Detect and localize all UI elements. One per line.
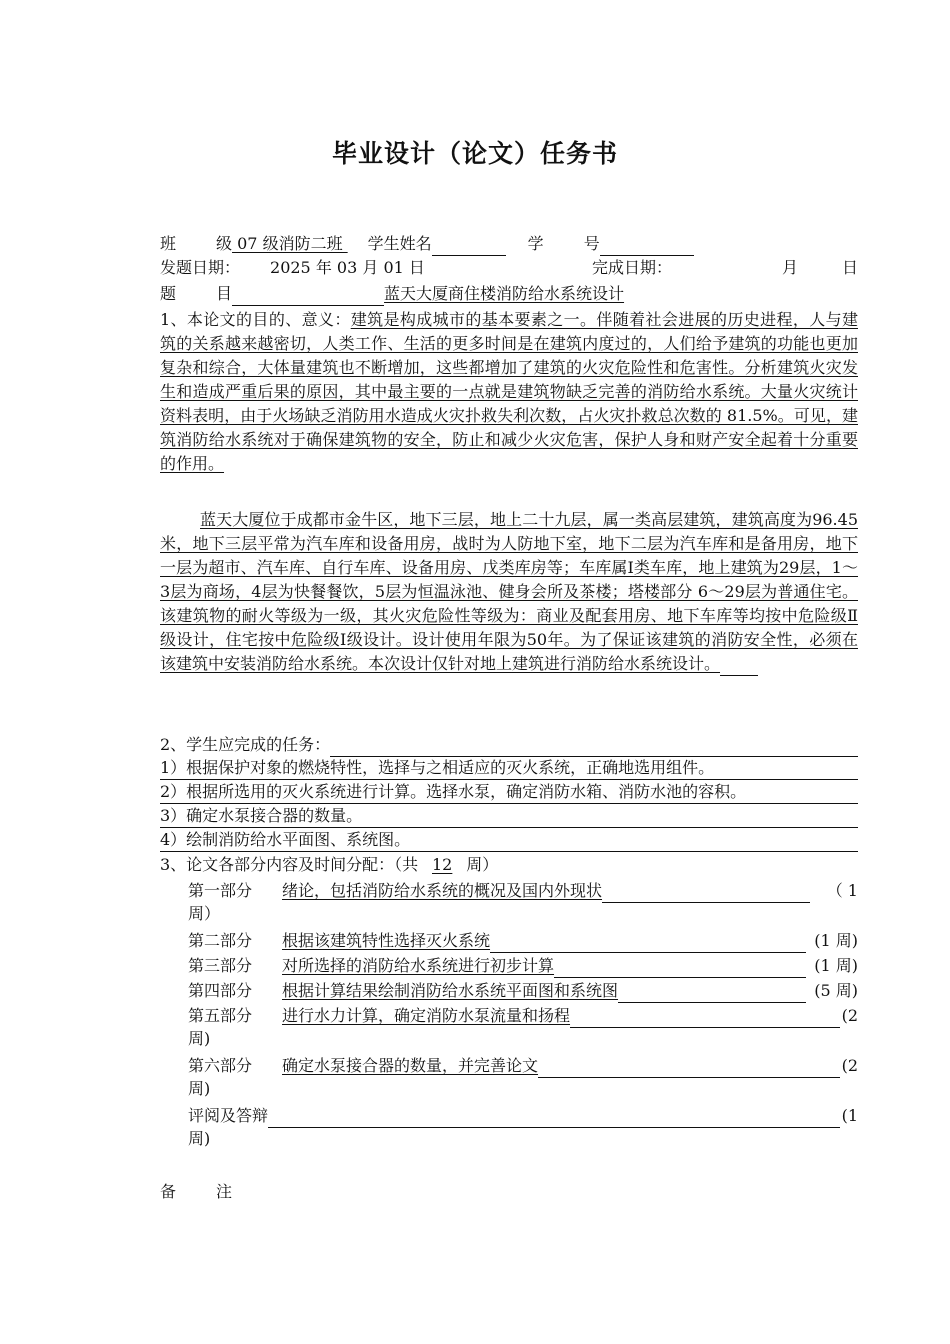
part-blank (268, 1109, 840, 1128)
part-time: (2 (841, 1006, 858, 1025)
part-name: 第五部分 (188, 1006, 253, 1025)
part-blank (538, 1059, 840, 1078)
part-name: 第三部分 (188, 956, 253, 975)
task-item: 1）根据保护对象的燃烧特性，选择与之相适应的灭火系统，正确地选用组件。 (160, 757, 858, 780)
part-time-cont: 周) (188, 1129, 211, 1148)
part-content: 对所选择的消防给水系统进行初步计算 (282, 956, 555, 975)
section3-row (160, 853, 498, 877)
task-item: 4）绘制消防给水平面图、系统图。 (160, 829, 858, 852)
section2-label: 2、学生应完成的任务： (160, 735, 331, 754)
part-blank (490, 934, 806, 953)
part-name: 第二部分 (188, 931, 253, 950)
section2-row (160, 733, 858, 757)
section2-blank (330, 738, 858, 757)
part-time: (5 周) (814, 981, 858, 1000)
part-content: 确定水泵接合器的数量，并完善论文 (282, 1056, 539, 1075)
schedule-part (188, 1004, 858, 1050)
student-id-blank[interactable] (600, 237, 694, 256)
finish-day: 日 (842, 258, 859, 277)
class-value: 07 级消防二班 (232, 234, 348, 253)
part-time: （ 1 (826, 881, 858, 900)
part-name: 第四部分 (188, 981, 253, 1000)
part-time-cont: 周) (188, 1029, 211, 1048)
student-id-label-a: 学 (527, 234, 544, 253)
class-label-a: 班 (160, 234, 177, 253)
class-label-b: 级 (216, 234, 233, 253)
schedule-part (188, 1054, 858, 1100)
section1-para1: 建筑是构成城市的基本要素之一。伴随着社会进展的历史进程，人与建筑的关系越来越密切，人类工作、生活的更多时间是在建筑内度过的，人们给予建筑的功能也更加复杂和综合，大体量建筑也不断增加，这些都增加了建筑的火灾危险性和危害性。分析建筑火灾发生和造成严重后果的原因，其中最主要的一点就是建筑物缺乏完善的消防给水系统。大量火灾统计资料表明，由于火场缺乏消防用水造成火灾扑救失利次数，占火灾扑救总次数的 81.5%。可见，建筑消防给水系统对于确保建筑物的安全，防止和减少火灾危害，保护人身和财产安全起着十分重要的作用。 (160, 310, 858, 473)
part-blank (618, 984, 806, 1003)
topic-value: 蓝天大厦商住楼消防给水系统设计 (384, 284, 625, 303)
weeks-total: 12 (432, 855, 453, 874)
section3-label-prefix: 3、论文各部分内容及时间分配：（共 (160, 855, 419, 874)
student-id-label-b: 号 (583, 234, 600, 253)
class-row (160, 232, 694, 256)
part-name: 评阅及答辩 (188, 1106, 269, 1125)
task-item: 3）确定水泵接合器的数量。 (160, 805, 858, 828)
remarks-label-a: 备 (160, 1182, 177, 1201)
part-time: (1 周) (814, 956, 858, 975)
date-row (160, 256, 858, 280)
remarks-label (160, 1180, 232, 1204)
part-content: 绪论，包括消防给水系统的概况及国内外现状 (282, 881, 603, 900)
section1-label: 1、本论文的目的、意义： (160, 310, 351, 329)
para2-trailing-blank (720, 659, 758, 676)
part-time: (2 (841, 1056, 858, 1075)
section1-para2: 蓝天大厦位于成都市金牛区，地下三层，地上二十九层，属一类高层建筑，建筑高度为96.45米，地下三层平常为汽车库和设备用房，战时为人防地下室，地下二层为汽车库和是备用房，地下一层为超市、汽车库、自行车库、设备用房、戊类库房等；车库属Ⅰ类车库，地上建筑为29层，1～3层为商场，4层为快餐餐饮，5层为恒温泳池、健身会所及茶楼；塔楼部分 6～29层为普通住宅。该建筑物的耐火等级为一级，其火灾危险性等级为：商业及配套用房、地下车库等均按中危险级Ⅱ级设计，住宅按中危险级Ⅰ级设计。设计使用年限为50年。为了保证该建筑的消防安全性，必须在该建筑中安装消防给水系统。本次设计仅针对地上建筑进行消防给水系统设计。 (160, 510, 858, 673)
part-time: (1 周) (814, 931, 858, 950)
part-blank (570, 1009, 840, 1028)
finish-month: 月 (782, 258, 799, 277)
part-name: 第六部分 (188, 1056, 253, 1075)
topic-label-b: 目 (216, 284, 233, 303)
section1-paragraph (160, 308, 858, 476)
part-name: 第一部分 (188, 881, 253, 900)
student-name-blank[interactable] (432, 237, 506, 256)
part-content: 进行水力计算，确定消防水泵流量和扬程 (282, 1006, 571, 1025)
section3-label-suffix: 周） (466, 855, 499, 874)
schedule-part (188, 979, 858, 1003)
part-content: 根据计算结果绘制消防给水系统平面图和系统图 (282, 981, 619, 1000)
part-content: 根据该建筑特性选择灭火系统 (282, 931, 491, 950)
part-time-cont: 周) (188, 1079, 211, 1098)
part-blank (602, 884, 810, 903)
schedule-part (188, 954, 858, 978)
topic-row (160, 282, 624, 306)
finish-date-label: 完成日期： (592, 258, 673, 277)
section1-paragraph-2 (160, 508, 858, 676)
student-name-label: 学生姓名 (367, 234, 432, 253)
schedule-part (188, 1104, 858, 1150)
part-blank (554, 959, 806, 978)
part-time: (1 (841, 1106, 858, 1125)
issue-date-label: 发题日期： (160, 258, 241, 277)
remarks-label-b: 注 (216, 1182, 233, 1201)
task-item: 2）根据所选用的灭火系统进行计算。选择水泵，确定消防水箱、消防水池的容积。 (160, 781, 858, 804)
topic-blank (232, 287, 384, 306)
page-title: 毕业设计（论文）任务书 (331, 139, 618, 168)
issue-date-value: 2025 年 03 月 01 日 (270, 258, 425, 277)
schedule-part (188, 879, 858, 925)
schedule-part (188, 929, 858, 953)
part-time-cont: 周） (188, 904, 221, 923)
topic-label-a: 题 (160, 284, 177, 303)
